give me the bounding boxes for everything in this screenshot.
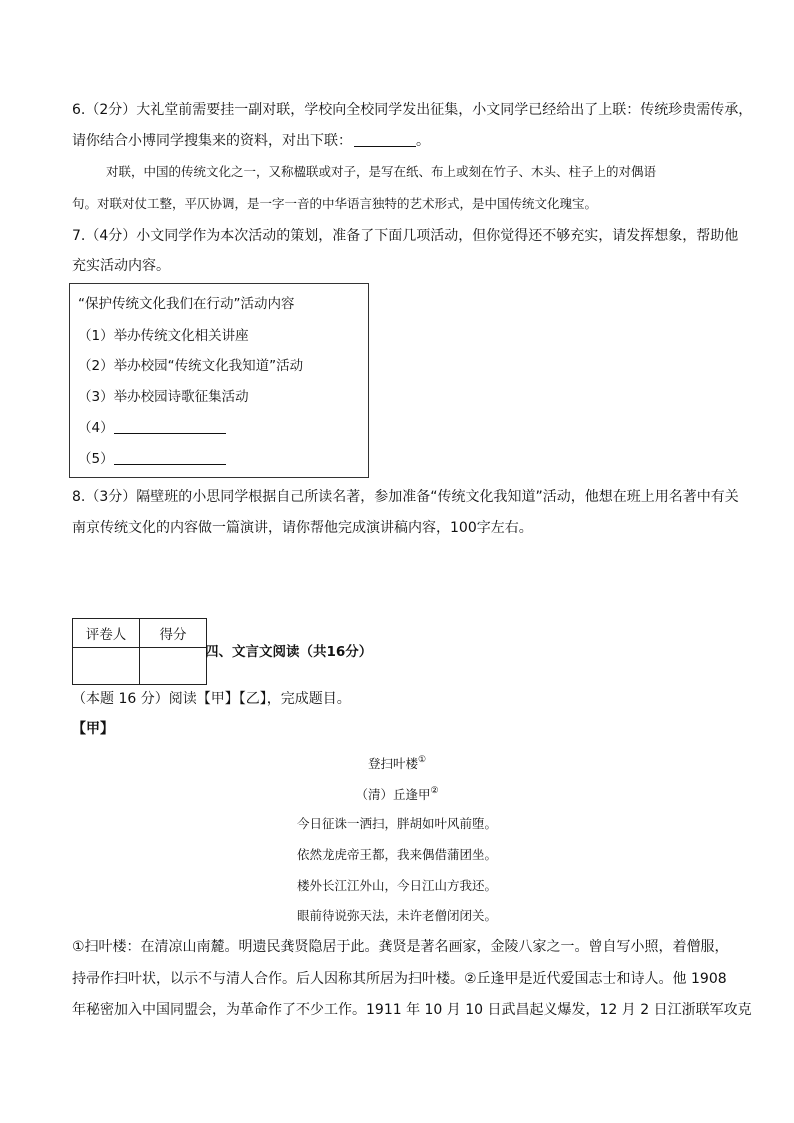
notes-line-3: 年秘密加入中国同盟会，为革命作了不少工作。1911 年 10 月 10 日武昌起义爆发，12 月 2 日江浙联军攻克 [72,1002,752,1018]
q6-material-line-1: 对联，中国的传统文化之一，又称楹联或对子，是写在纸、布上或刻在竹子、木头、柱子上的对偶语 [106,164,657,179]
jia-label: 【甲】 [72,721,114,737]
q8-line-2: 南京传统文化的内容做一篇演讲，请你帮他完成演讲稿内容，100字左右。 [72,520,533,536]
poem-title-note-mark: ① [417,755,427,765]
activity-item-4-label: （4） [78,420,114,436]
grader-header: 评卷人 [73,619,140,648]
q6-line-2 [72,131,430,151]
poem-title [0,750,794,774]
q6-line-2-suffix: 。 [416,133,430,149]
notes-line-1: ①扫叶楼：在清凉山南麓。明遗民龚贤隐居于此。龚贤是著名画家，金陵八家之一。曾自写小照，着僧服， [72,939,729,955]
poem-title-text: 登扫叶楼 [367,756,418,771]
activity-item-4-blank[interactable] [114,419,226,434]
activity-item-2: （2）举办校园“传统文化我知道”活动 [78,358,304,374]
poem-author-note-mark: ② [430,786,439,796]
grader-cell[interactable] [73,648,140,685]
q8-line-1: 8.（3分）隔壁班的小思同学根据自己所读名著，参加准备“传统文化我知道”活动，他想在班上用名著中有关 [72,489,739,505]
notes-line-2: 持帚作扫叶状，以示不与清人合作。后人因称其所居为扫叶楼。②丘逢甲是近代爱国志士和诗人。他 1908 [72,971,727,987]
score-table [72,618,207,685]
q6-answer-blank[interactable] [354,132,416,147]
score-header: 得分 [140,619,207,648]
q6-material-line-2: 句。对联对仗工整，平仄协调，是一字一音的中华语言独特的艺术形式，是中国传统文化瑰宝。 [72,196,598,211]
activity-box-title: “保护传统文化我们在行动”活动内容 [78,296,295,312]
poem-line-2: 依然龙虎帝王都，我来偶借蒲团坐。 [296,847,497,862]
activity-content-box [69,283,369,478]
activity-item-5-blank[interactable] [114,450,226,465]
q6-line-1: 6.（2分）大礼堂前需要挂一副对联，学校向全校同学发出征集，小文同学已经给出了上联：传统珍贵需传承， [72,102,753,118]
activity-item-4 [78,418,226,438]
q7-line-1: 7.（4分）小文同学作为本次活动的策划，准备了下面几项活动，但你觉得还不够充实，请发挥想象，帮助他 [72,228,739,244]
section-4-intro: （本题 16 分）阅读【甲】【乙】，完成题目。 [72,691,351,707]
poem-line-4: 眼前待说弥天法，未许老僧闭闭关。 [296,908,497,923]
poem-author [0,781,794,805]
poem-author-text: （清）丘逢甲 [355,787,431,802]
poem-line-3: 楼外长江江外山，今日江山方我还。 [296,878,497,893]
activity-item-5 [78,449,226,469]
section-4-title: 四、文言文阅读（共16分） [205,644,373,660]
q7-line-2: 充实活动内容。 [72,258,170,274]
activity-item-3: （3）举办校园诗歌征集活动 [78,389,249,405]
activity-item-5-label: （5） [78,451,114,467]
poem-line-1: 今日征诛一洒扫，胖胡如叶风前堕。 [296,816,497,831]
activity-item-1: （1）举办传统文化相关讲座 [78,328,249,344]
score-cell[interactable] [140,648,207,685]
q6-line-2-prefix: 请你结合小博同学搜集来的资料，对出下联： [72,133,352,149]
